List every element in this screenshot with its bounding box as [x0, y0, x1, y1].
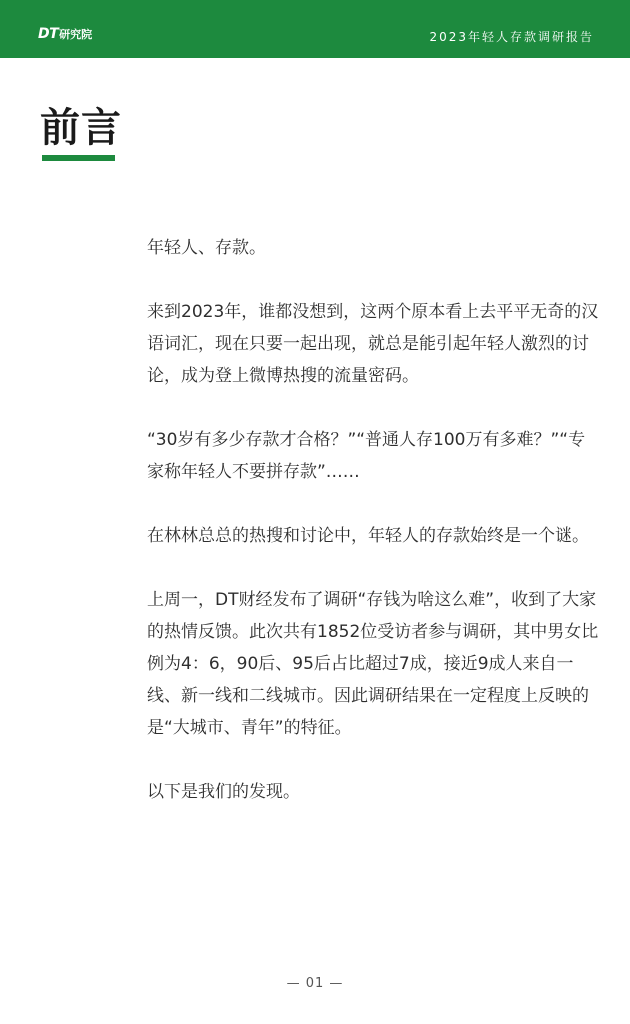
header-bar: [0, 0, 630, 58]
paragraph-1: 年轻人、存款。: [147, 238, 266, 258]
report-title: 2023年轻人存款调研报告: [429, 30, 594, 44]
title-underline: [42, 155, 115, 161]
preface-body: [147, 232, 599, 808]
dt-logo: [38, 26, 92, 42]
paragraph-5: 上周一，DT财经发布了调研“存钱为啥这么难”，收到了大家的热情反馈。此次共有1852位受访者参与调研，其中男女比例为4：6，90后、95后占比超过7成，接近9成人来自一线、新一线和二线城市。因此调研结果在一定程度上反映的是“大城市、青年”的特征。: [147, 590, 599, 738]
paragraph-2: 来到2023年，谁都没想到，这两个原本看上去平平无奇的汉语词汇，现在只要一起出现，就总是能引起年轻人激烈的讨论，成为登上微博热搜的流量密码。: [147, 302, 599, 386]
page-title: 前言: [40, 105, 122, 151]
logo-dt-text: DT: [38, 26, 59, 42]
paragraph-4: 在林林总总的热搜和讨论中，年轻人的存款始终是一个谜。: [147, 526, 589, 546]
paragraph-6: 以下是我们的发现。: [147, 782, 300, 802]
logo-institute-text: 研究院: [59, 28, 93, 41]
paragraph-3: “30岁有多少存款才合格？”“普通人存100万有多难？”“专家称年轻人不要拼存款”……: [147, 430, 586, 482]
page-number: — 01 —: [286, 976, 344, 991]
